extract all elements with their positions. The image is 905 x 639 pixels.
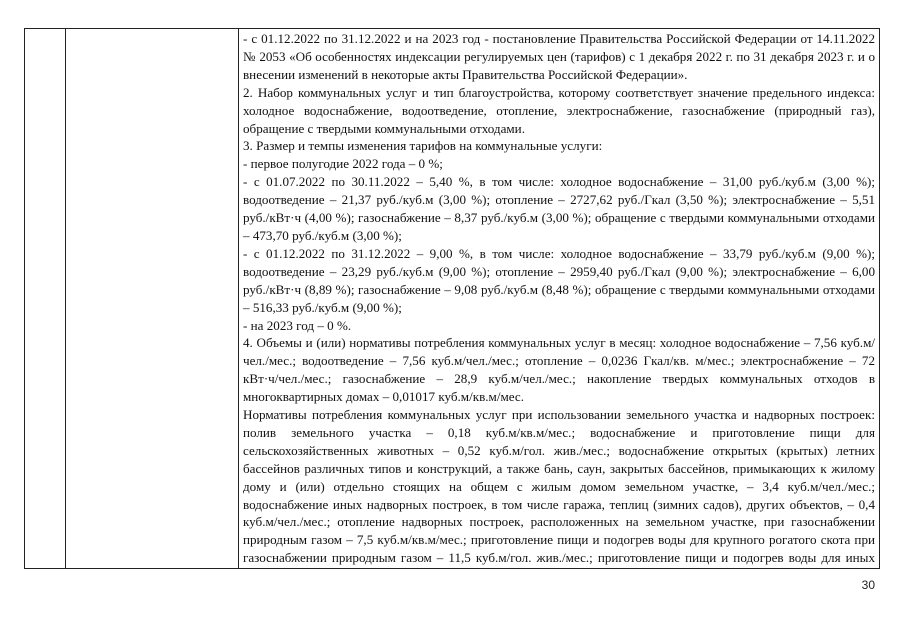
document-table — [24, 28, 880, 569]
paragraph: - первое полугодие 2022 года – 0 %; — [243, 156, 443, 172]
content-cell — [239, 29, 880, 569]
page-number: 30 — [861, 578, 875, 592]
paragraph: 2. Набор коммунальных услуг и тип благоустройства, которому соответствует значение предельного индекса: холодное водоснабжение, водоотведение, отопление, электроснабжение, газоснабжение (природный газ), обращение с твердыми коммунальными отходами. — [243, 84, 875, 136]
paragraph: - с 01.07.2022 по 30.11.2022 – 5,40 %, в том числе: холодное водоснабжение – 31,00 руб./куб.м (3,00 %); водоотведение – 21,37 руб./куб.м (3,00 %); отопление – 2727,62 руб./Гкал (3,50 %); электроснабжение – 5,51 руб./кВт·ч (4,00 %); газоснабжение – 8,37 руб./куб.м (3,00 %); обращение с твердыми коммунальными отходами – 473,70 руб./куб.м (3,00 %); — [243, 174, 875, 243]
paragraph: - на 2023 год – 0 %. — [243, 317, 352, 333]
paragraph: - с 01.12.2022 по 31.12.2022 – 9,00 %, в том числе: холодное водоснабжение – 33,79 руб./куб.м (9,00 %); водоотведение – 23,29 руб./куб.м (9,00 %); отопление – 2959,40 руб./Гкал (9,00 %); электроснабжение – 6,00 руб./кВт·ч (8,89 %); газоснабжение – 9,08 руб./куб.м (8,48 %); обращение с твердыми коммунальными отходами – 516,33 руб./куб.м (9,00 %); — [243, 245, 875, 315]
table-row — [25, 29, 880, 569]
paragraph: - с 01.12.2022 по 31.12.2022 и на 2023 год - постановление Правительства Российской Федерации от 14.11.2022 № 2053 «Об особенностях индексации регулируемых цен (тарифов) с 1 декабря 2022 г. по 31 декабря 2023 г. и о внесении изменений в некоторые акты Правительства Российской Федерации». — [243, 31, 875, 82]
paragraph: 4. Объемы и (или) нормативы потребления коммунальных услуг в месяц: холодное водоснабжение – 7,56 куб.м/чел./мес.; водоотведение – 7,56 куб.м/чел./мес.; отопление – 0,0236 Гкал/кв. м/мес.; электроснабжение – 72 кВт·ч/чел./мес.; газоснабжение – 28,9 куб.м/чел./мес.; накопление твердых коммунальных отходов в многоквартирных домах – 0,01017 куб.м/кв.м/мес. — [243, 335, 875, 405]
content-text — [239, 29, 879, 568]
paragraph: 3. Размер и темпы изменения тарифов на коммунальные услуги: — [243, 138, 603, 154]
empty-cell-title — [66, 29, 239, 569]
paragraph: Нормативы потребления коммунальных услуг при использовании земельного участка и надворных построек: полив земельного участка – 0,18 куб.м/кв.м/мес.; водоснабжение и приготовление пищи для сельскохозяйственных животных – 0,52 куб.м/гол. жив./мес.; водоснабжение открытых (крытых) летних бассейнов различных типов и конструкций, а также бань, саун, закрытых бассейнов, примыкающих к жилому дому и (или) отдельно стоящих на общем с жилым домом земельном участке, – 3,4 куб.м/чел./мес.; водоснабжение иных надворных построек, в том числе гаража, теплиц (зимних садов), других объектов, – 0,4 куб.м/чел./мес.; отопление надворных построек, расположенных на земельном участке, при газоснабжении природным газом – 7,5 куб.м/кв.м/мес.; приготовление пищи и подогрев воды для крупного рогатого скота при газоснабжении природным газом – 11,5 куб.м/гол. жив./мес.; приготовление пищи и подогрев воды для иных — [243, 407, 875, 566]
empty-cell-number — [25, 29, 66, 569]
